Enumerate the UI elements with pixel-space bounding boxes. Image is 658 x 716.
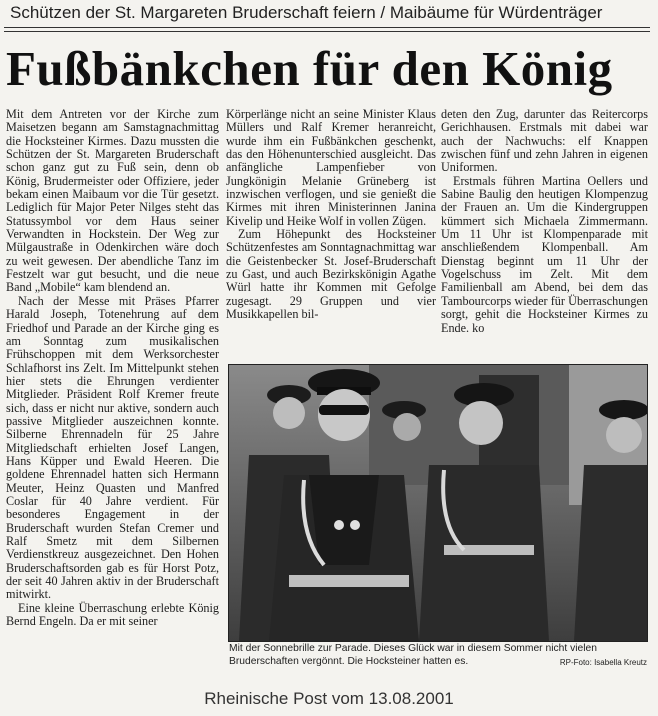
paragraph: Erstmals führen Martina Oellers und Sabine Baulig den heutigen Klompenzug der Frauen an. Um die Kindergruppen kümmert sich Michaela Zimmermann. Um 11 Uhr ist Klompenparade mit anschließendem Klompenball. Am Dienstag beginnt um 11 Uhr der Vogelschuss im Zelt. Mit dem Familienball am Abend, bei dem das Tambourcorps wieder für Überraschungen sorgt, gehit die Hocksteiner Kirmes zu Ende. ko [441,173,648,335]
paragraph: Nach der Messe mit Präses Pfarrer Harald Joseph, Totenehrung auf dem Friedhof und Parade an der Kirche ging es am Sonntag zum musikalischen Frühschoppen mit dem Werksorchester Schlafhorst ins Zelt. Im Mittelpunkt stehen hier stets die Ehrungen verdienter Mitglieder. Präsident Rolf Kremer freute sich, dass er nicht nur aktive, sondern auch passive Mitglieder auszeichnen konnte. Silberne Ehrennadeln für 25 Jahre Mitgliedschaft erhielten Josef Langen, Hans Küpper und Ewald Heeren. Die goldene Ehrennadel hatten sich Hermann Meuter, Heinz Quasten und Manfred Coslar für 40 Jahre verdient. Für besonderes Engagement in der Bruderschaft wurden Stefan Cremer und Ralf Smetz mit dem Silbernen Verdienstkreuz ausgezeichnet. Den Hohen Bruderschaftsorden gab es für Horst Potz, der seit 40 Jahren aktiv in der Bruderschaft mitwirkt. [6,293,219,602]
paragraph: deten den Zug, darunter das Reitercorps Gerichhausen. Erstmals mit dabei war auch der Nachwuchs: elf Knappen zwischen fünf und zehn Jahren in eigenen Uniformen. [441,107,648,175]
photo-credit: RP-Foto: Isabella Kreutz [559,658,647,667]
photo-caption [229,642,649,672]
paragraph: Zum Höhepunkt des Hocksteiner Schützenfestes am Sonntagnachmittag war die Geistenbecker St. Josef-Bruderschaft zu Gast, und auch Bezirkskönigin Agathe Würl hatte ihr Kommen mit Gefolge zugesagt. 29 Gruppen und vier Musikkapellen bil- [226,227,436,322]
headline: Fußbänkchen für den König [6,41,613,96]
source-line: Rheinische Post vom 13.08.2001 [204,689,454,708]
article-column-3 [441,108,648,335]
paragraph: Eine kleine Überraschung erlebte König Bernd Engeln. Da er mit seiner [6,600,219,629]
top-rule [4,27,650,28]
top-rule-2 [4,31,650,32]
kicker-line: Schützen der St. Margareten Bruderschaft feiern / Maibäume für Würdenträger [10,3,603,22]
paragraph: Körperlänge nicht an seine Minister Klaus Müllers und Ralf Kremer heranreicht, wurde ihm ein Fußbänkchen geschenkt, das den Höhenunterschied ausgleicht. Das anfängliche Lampenfieber von Jungkönigin Melanie Grüneberg ist inzwischen verflogen, und sie genießt die Kirmes mit ihren Ministerinnen Janina Kivelip und Heike Wolf in vollen Zügen. [226,107,436,228]
caption-text: Mit der Sonnebrille zur Parade. Dieses Glück war in diesem Sommer nicht vielen Bruderschaften vergönnt. Die Hocksteiner hatten es. [229,643,597,667]
article-column-2 [226,108,436,322]
paragraph: Mit dem Antreten vor der Kirche zum Maisetzen begann am Samstagnachmittag die Hocksteiner Kirmes. Dazu mussten die Schützen der St. Margareten Bruderschaft schon ganz gut zu Fuß sein, denn ob König, Brudermeister oder Offiziere, jeder bekam einen Maibaum vor die Tür gesetzt. Lediglich für Major Peter Nilges steht das Statussymbol vor dem Haus seiner Verwandten in Hockstein. Der Weg zur Mülgaustraße in Odenkirchen wäre doch zu weit gewesen. Der abendliche Tanz im Festzelt war gut besucht, und die neue Band „Mobile“ kam blendend an. [6,107,219,295]
parade-photo [228,364,648,642]
article-column-1 [6,108,219,628]
